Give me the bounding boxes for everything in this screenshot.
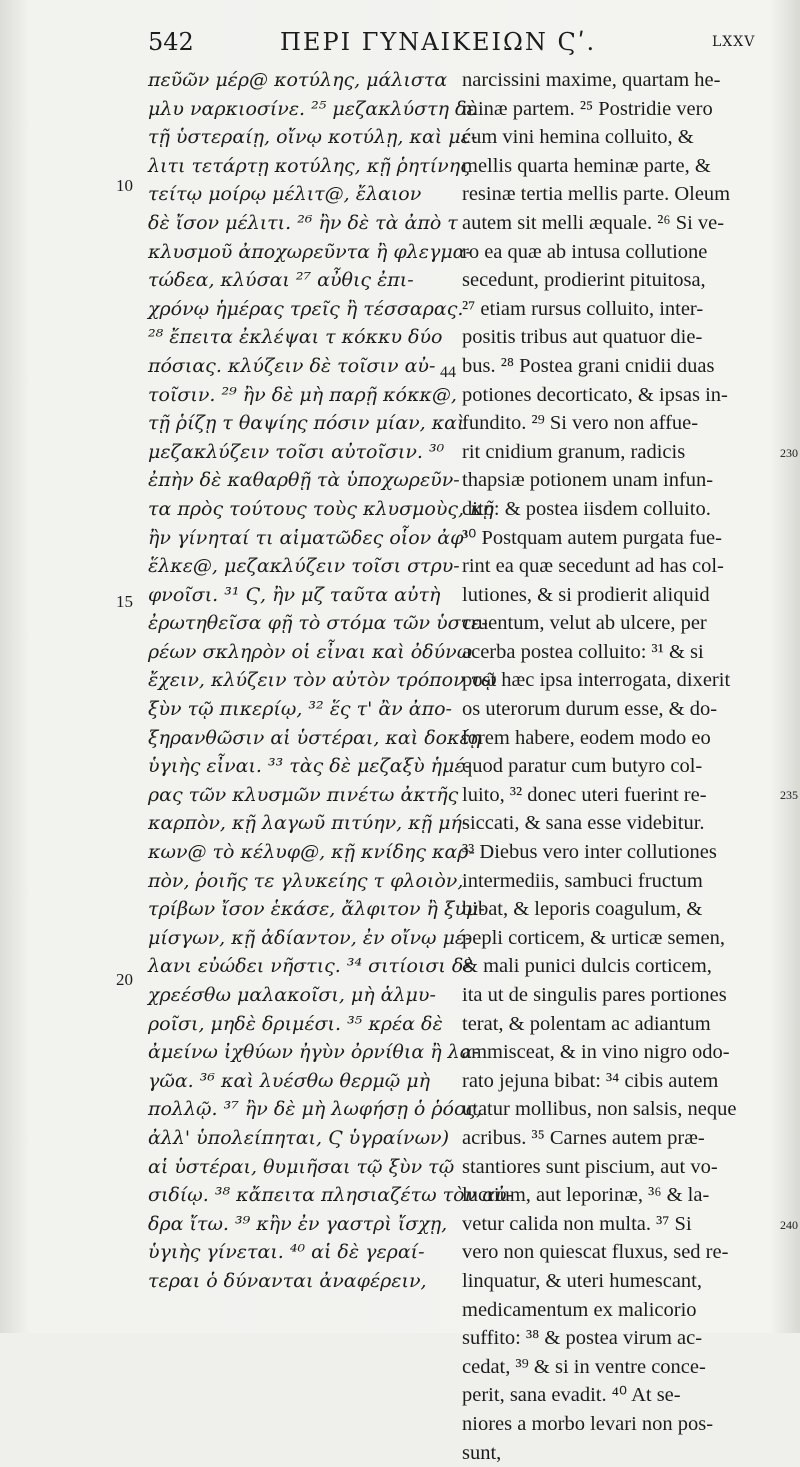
latin-text-line: secedunt, prodierint pituitosa, xyxy=(462,266,786,295)
latin-text-line: ita ut de singulis pares portiones xyxy=(462,981,786,1010)
greek-text-line: τα πρὸς τούτους τοὺς κλυσμοὺς, κῇ xyxy=(148,495,444,524)
latin-text-line: rit cnidium granum, radicis xyxy=(462,438,786,467)
latin-text-column xyxy=(462,66,786,1467)
latin-text-line: dito: & postea iisdem colluito. xyxy=(462,495,786,524)
greek-text-line: λανι εὐώδει νῆστις. ³⁴ σιτίοισι δὲ xyxy=(148,952,444,981)
latin-text-line: cum vini hemina colluito, & xyxy=(462,123,786,152)
greek-text-line: χρεέσθω μαλακοῖσι, μὴ ἁλμυ- xyxy=(148,981,444,1010)
latin-text-line: rato jejuna bibat: ³⁴ cibis autem xyxy=(462,1067,786,1096)
latin-text-line: luito, ³² donec uteri fuerint re- xyxy=(462,781,786,810)
latin-text-line: acerba postea colluito: ³¹ & si xyxy=(462,638,786,667)
greek-text-line: χρόνῳ ἡμέρας τρεῖς ἢ τέσσαρας. xyxy=(148,295,444,324)
margin-note-235: 235 xyxy=(780,788,798,803)
latin-text-line: rint ea quæ secedunt ad has col- xyxy=(462,552,786,581)
latin-text-line: resinæ tertia mellis parte. Oleum xyxy=(462,180,786,209)
greek-text-line: μεζακλύζειν τοῖσι αὐτοῖσιν. ³⁰ xyxy=(148,438,444,467)
greek-text-line: καρπὸν, κῇ λαγωῦ πιτύην, κῇ μή- xyxy=(148,809,444,838)
latin-text-line: bibat, & leporis coagulum, & xyxy=(462,895,786,924)
margin-note-44: 44 xyxy=(440,364,456,382)
latin-text-line: vero non quiescat fluxus, sed re- xyxy=(462,1238,786,1267)
latin-text-line: pepli corticem, & urticæ semen, xyxy=(462,924,786,953)
greek-text-line: κων@ τὸ κέλυφ@, κῇ κνίδης καρ- xyxy=(148,838,444,867)
greek-text-line: πολλῷ. ³⁷ ἢν δὲ μὴ λωφήσῃ ὁ ῥόος, xyxy=(148,1095,444,1124)
greek-text-line: ροῖσι, μηδὲ δριμέσι. ³⁵ κρέα δὲ xyxy=(148,1010,444,1039)
margin-note-240: 240 xyxy=(780,1218,798,1233)
latin-text-line: cruentum, velut ab ulcere, per xyxy=(462,609,786,638)
latin-text-line: ammisceat, & in vino nigro odo- xyxy=(462,1038,786,1067)
latin-text-line: lucrium, aut leporinæ, ³⁶ & la- xyxy=(462,1181,786,1210)
latin-text-line: minæ partem. ²⁵ Postridie vero xyxy=(462,95,786,124)
greek-text-line: ξὺν τῷ πικερίῳ, ³² ἕς τ' ἂν ἀπο- xyxy=(148,695,444,724)
greek-text-line: ἔχειν, κλύζειν τὸν αὐτὸν τρόπον τῷ xyxy=(148,666,444,695)
latin-text-line: narcissini maxime, quartam he- xyxy=(462,66,786,95)
latin-text-line: fundito. ²⁹ Si vero non affue- xyxy=(462,409,786,438)
line-number-10: 10 xyxy=(116,176,133,196)
greek-text-line: ἐπὴν δὲ καθαρθῇ τὰ ὑποχωρεῦν- xyxy=(148,466,444,495)
latin-text-line: acribus. ³⁵ Carnes autem præ- xyxy=(462,1124,786,1153)
greek-text-line: ρας τῶν κλυσμῶν πινέτω ἀκτῆς xyxy=(148,781,444,810)
greek-text-line: τώδεα, κλύσαι ²⁷ αὖθις ἐπι- xyxy=(148,266,444,295)
margin-note-230: 230 xyxy=(780,446,798,461)
greek-text-line: μίσγων, κῇ ἀδίαντον, ἐν οἴνῳ μέ- xyxy=(148,924,444,953)
latin-text-line: autem sit melli æquale. ²⁶ Si ve- xyxy=(462,209,786,238)
latin-text-line: perit, sana evadit. ⁴⁰ At se- xyxy=(462,1381,786,1410)
greek-text-line: σιδίῳ. ³⁸ κἄπειτα πλησιαζέτω τὸν αὐ- xyxy=(148,1181,444,1210)
greek-text-line: ἐρωτηθεῖσα φῇ τὸ στόμα τῶν ὑστε- xyxy=(148,609,444,638)
latin-text-line: niores a morbo levari non pos- xyxy=(462,1410,786,1439)
greek-text-line: γῶα. ³⁶ καὶ λυέσθω θερμῷ μὴ xyxy=(148,1067,444,1096)
greek-text-line: ὑγιὴς γίνεται. ⁴⁰ αἱ δὲ γεραί- xyxy=(148,1238,444,1267)
greek-text-line: τῇ ὑστεραίῃ, οἴνῳ κοτύλῃ, καὶ μέ- xyxy=(148,123,444,152)
latin-text-line: bus. ²⁸ Postea grani cnidii duas xyxy=(462,352,786,381)
latin-text-line: ro ea quæ ab intusa collutione xyxy=(462,238,786,267)
latin-text-line: ³⁰ Postquam autem purgata fue- xyxy=(462,524,786,553)
signature-mark: LXXV xyxy=(712,34,755,50)
greek-text-line: δὲ ἴσον μέλιτι. ²⁶ ἢν δὲ τὰ ἀπὸ τ xyxy=(148,209,444,238)
latin-text-line: cedat, ³⁹ & si in ventre conce- xyxy=(462,1353,786,1382)
greek-text-line: ²⁸ ἔπειτα ἐκλέψαι τ κόκκυ δύο xyxy=(148,323,444,352)
latin-text-line: medicamentum ex malicorio xyxy=(462,1296,786,1325)
greek-text-line: τρίβων ἴσον ἑκάσε, ἄλφιτον ἢ ξυμ- xyxy=(148,895,444,924)
greek-text-line: τῇ ῥίζῃ τ θαψίης πόσιν μίαν, καὶ xyxy=(148,409,444,438)
latin-text-line: suffito: ³⁸ & postea virum ac- xyxy=(462,1324,786,1353)
greek-text-line: τείτῳ μοίρῳ μέλιτ@, ἔλαιον xyxy=(148,180,444,209)
latin-text-line: post hæc ipsa interrogata, dixerit xyxy=(462,666,786,695)
greek-text-line: λιτι τετάρτῃ κοτύλης, κῇ ῥητίνης xyxy=(148,152,444,181)
latin-text-line: stantiores sunt piscium, aut vo- xyxy=(462,1153,786,1182)
greek-text-line: τεραι ὁ δύνανται ἀναφέρειν, xyxy=(148,1267,444,1296)
running-head: ΠΕΡΙ ΓΥΝΑΙΚΕΙΩΝ Ϛʹ. xyxy=(280,28,596,56)
greek-text-line: φνοῖσι. ³¹ Ϛ, ἢν μζ ταῦτα αὐτὴ xyxy=(148,581,444,610)
latin-text-line: vetur calida non multa. ³⁷ Si xyxy=(462,1210,786,1239)
line-number-15: 15 xyxy=(116,592,133,612)
greek-text-line: ἢν γίνηταί τι αἱματῶδες οἷον ἀφ' xyxy=(148,524,444,553)
page-header xyxy=(0,28,800,62)
latin-text-line: positis tribus aut quatuor die- xyxy=(462,323,786,352)
greek-text-column xyxy=(148,66,444,1296)
latin-text-line: ³³ Diebus vero inter collutiones xyxy=(462,838,786,867)
greek-text-line: τοῖσιν. ²⁹ ἢν δὲ μὴ παρῇ κόκκ@, xyxy=(148,381,444,410)
latin-text-line: terat, & polentam ac adiantum xyxy=(462,1010,786,1039)
greek-text-line: ἕλκε@, μεζακλύζειν τοῖσι στρυ- xyxy=(148,552,444,581)
latin-text-line: & mali punici dulcis corticem, xyxy=(462,952,786,981)
page-number: 542 xyxy=(148,28,194,56)
latin-text-line: ²⁷ etiam rursus colluito, inter- xyxy=(462,295,786,324)
latin-text-line: potiones decorticato, & ipsas in- xyxy=(462,381,786,410)
greek-text-line: ξηρανθῶσιν αἱ ὑστέραι, καὶ δοκέῃ xyxy=(148,724,444,753)
latin-text-line: mellis quarta heminæ parte, & xyxy=(462,152,786,181)
latin-text-line: sunt, xyxy=(462,1439,786,1467)
greek-text-line: ρέων σκληρὸν οἱ εἶναι καὶ ὀδύνω xyxy=(148,638,444,667)
latin-text-line: intermediis, sambuci fructum xyxy=(462,867,786,896)
latin-text-line: linquatur, & uteri humescant, xyxy=(462,1267,786,1296)
greek-text-line: πόσιας. κλύζειν δὲ τοῖσιν αὐ- xyxy=(148,352,444,381)
greek-text-line: μλυ ναρκιοσίνε. ²⁵ μεζακλύστη δὲ xyxy=(148,95,444,124)
latin-text-line: thapsiæ potionem unam infun- xyxy=(462,466,786,495)
latin-text-line: os uterorum durum esse, & do- xyxy=(462,695,786,724)
greek-text-line: κλυσμοῦ ἀποχωρεῦντα ἢ φλεγμα- xyxy=(148,238,444,267)
greek-text-line: αἱ ὑστέραι, θυμιῆσαι τῷ ξὺν τῷ xyxy=(148,1153,444,1182)
latin-text-line: siccati, & sana esse videbitur. xyxy=(462,809,786,838)
greek-text-line: πεῦῶν μέρ@ κοτύλης, μάλιστα xyxy=(148,66,444,95)
greek-text-line: ἀλλ' ὑπολείπηται, Ϛ ὑγραίνων) xyxy=(148,1124,444,1153)
latin-text-line: quod paratur cum butyro col- xyxy=(462,752,786,781)
greek-text-line: ἀμείνω ἰχθύων ἠγὺν ὀρνίθια ἢ λα- xyxy=(148,1038,444,1067)
greek-text-line: ὑγιὴς εἶναι. ³³ τὰς δὲ μεζαξὺ ἡμέ- xyxy=(148,752,444,781)
latin-text-line: utatur mollibus, non salsis, neque xyxy=(462,1095,786,1124)
latin-text-line: lutiones, & si prodierit aliquid xyxy=(462,581,786,610)
line-number-20: 20 xyxy=(116,970,133,990)
greek-text-line: δρα ἴτω. ³⁹ κἢν ἐν γαστρὶ ἴσχῃ, xyxy=(148,1210,444,1239)
latin-text-line: lorem habere, eodem modo eo xyxy=(462,724,786,753)
greek-text-line: πὸν, ῥοιῆς τε γλυκείης τ φλοιὸν, xyxy=(148,867,444,896)
